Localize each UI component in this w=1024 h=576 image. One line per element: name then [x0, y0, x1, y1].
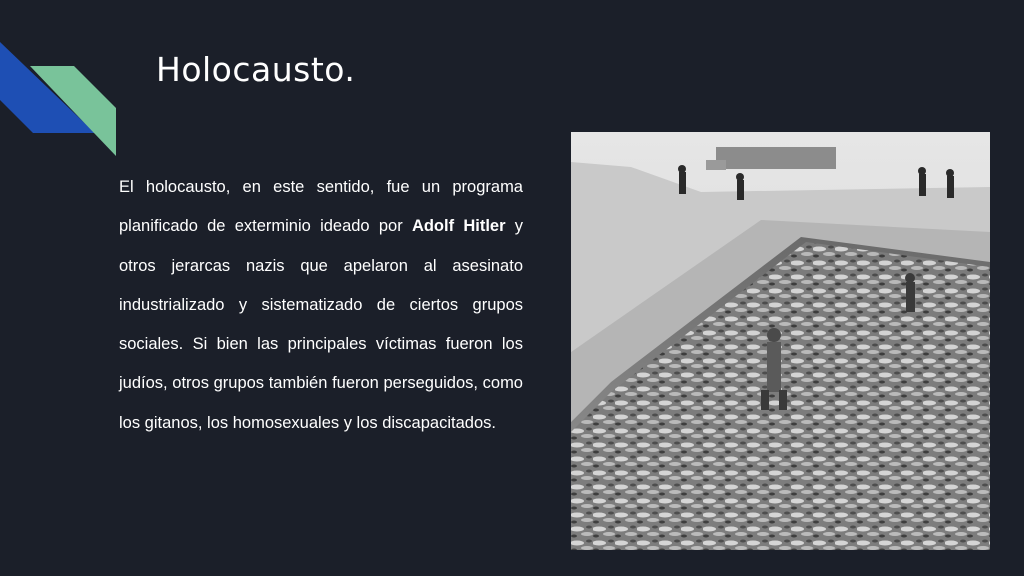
historical-photo	[571, 132, 990, 550]
paragraph-bold-name: Adolf Hitler	[411, 217, 506, 236]
photo-illustration	[571, 132, 990, 550]
corner-decoration	[0, 0, 130, 170]
paragraph-part-2: y otros jerarcas nazis que apelaron al asesinato industrializado y sistematizado de ciertos grupos sociales. Si bien las principales víctimas fueron los judíos, otros grupos también fueron perseguidos, como los gitanos, los homosexuales y los discapacitados.	[119, 217, 524, 432]
body-paragraph	[119, 168, 523, 443]
paragraph-part-1: El holocausto, en este sentido, fue un programa planificado de exterminio ideado por	[119, 178, 523, 236]
slide-title: Holocausto.	[156, 50, 356, 89]
